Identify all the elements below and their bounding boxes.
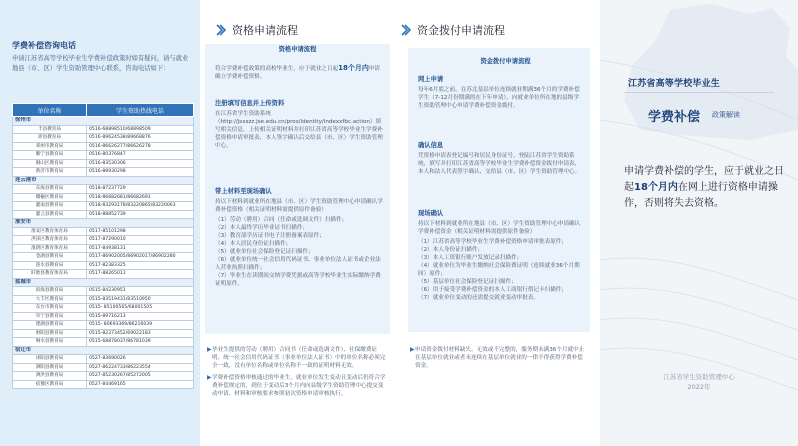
table-header-unit: 单位名称 bbox=[13, 104, 87, 117]
qualification-intro: 符合学费补偿政策的高校毕业生，应于就业之日起18个月内申请确立学费补偿资格。 bbox=[215, 64, 381, 80]
phone-number: 0527-84469165 bbox=[87, 380, 194, 389]
qualification-title: 资格申请流程 bbox=[232, 24, 298, 37]
unit-name: 宿豫区教育局 bbox=[13, 380, 87, 389]
phone-number: 0516-80376847 bbox=[87, 151, 194, 160]
phone-number: 0515-83519431/83510950 bbox=[87, 295, 194, 304]
phone-number: 0517-87290010 bbox=[87, 236, 194, 245]
phone-number: 0518-87237729 bbox=[87, 185, 194, 194]
phone-number: 0517-85101298 bbox=[87, 227, 194, 236]
unit-name: 东海县教育局 bbox=[13, 185, 87, 194]
qualification-notes bbox=[207, 346, 387, 402]
section-site-heading: 现场确认 bbox=[418, 210, 444, 217]
cover-footer-org: 江苏省学生资助管理中心 bbox=[663, 373, 735, 381]
contact-panel bbox=[0, 0, 200, 446]
table-row bbox=[13, 287, 194, 296]
phone-number: 0516-88930298 bbox=[87, 168, 194, 177]
unit-name: 滨海县教育局 bbox=[13, 287, 87, 296]
contact-title: 学费补偿咨询电话 bbox=[12, 41, 76, 50]
unit-name: 洪泽区教育体育局 bbox=[13, 236, 87, 245]
requirement-item: （1）江苏省高等学校毕业生学费补偿资格申请审批表原件； bbox=[418, 239, 567, 245]
unit-name: 东台市教育局 bbox=[13, 304, 87, 313]
unit-name: 泗洪县教育局 bbox=[13, 372, 87, 381]
contact-table bbox=[12, 103, 194, 389]
section-register-body: 在江苏省学生资助系统（http://jsxszz.jse.edu.cn/pros/identity/indexxfbc.action）填写相关信息，上传相关证明材料并打印江苏省高等学校毕业生学费补偿资格申请审批表，本人签字确认后交给县（市、区）学生资助管理中心。 bbox=[215, 111, 383, 149]
phone-number: 0516-89624538/89668876 bbox=[87, 134, 194, 143]
triangle-bullet-icon: ▶ bbox=[410, 346, 415, 353]
city-name: 宿迁市 bbox=[13, 346, 194, 355]
cover-body: 申请学费补偿的学生，应于就业之日 起18个月内在网上进行资格申请操作，否则将失去资格。 bbox=[624, 166, 784, 209]
phone-number: 0517-84938131 bbox=[87, 244, 194, 253]
table-header-phone: 学生资助热线电话 bbox=[87, 104, 194, 117]
unit-name: 泗阳县教育局 bbox=[13, 363, 87, 372]
unit-name: 睢宁县教育局 bbox=[13, 151, 87, 160]
phone-number: 0515-84230951 bbox=[87, 287, 194, 296]
phone-number: 0515- 85100565/68001505 bbox=[87, 304, 194, 313]
requirement-item: （1）劳动（聘用）合同（任命或选调文件）扫描件； bbox=[215, 217, 348, 223]
unit-name: 沛县教育局 bbox=[13, 134, 87, 143]
table-row bbox=[13, 338, 194, 347]
table-row bbox=[13, 261, 194, 270]
city-name: 连云港市 bbox=[13, 176, 194, 185]
table-row bbox=[13, 151, 194, 160]
section-confirm-body: 凭资格申请表登记编号和居民身份证号，登陆江苏省学生资助系统，填写并打印江苏省高等学校毕业生学费补偿资金拨付申请表，本人和法人代表签字确认，交给县（市、区）学生资助管理中心。 bbox=[418, 153, 581, 175]
unit-name: 金湖县教育局 bbox=[13, 253, 87, 262]
contact-intro: 申请江苏省高等学校毕业生学费补偿政策时如有疑问，请与就业地县（市、区）学生资助管理中心联系，咨询电话如下： bbox=[12, 55, 189, 72]
unit-name: 淮阴区教育体育局 bbox=[13, 244, 87, 253]
table-row bbox=[13, 142, 194, 151]
note-item bbox=[207, 346, 387, 370]
table-city-row bbox=[13, 117, 194, 126]
requirement-item: （7）就业单位变动的还需提交就业变动审批表。 bbox=[418, 295, 540, 301]
table-row bbox=[13, 295, 194, 304]
table-row bbox=[13, 312, 194, 321]
requirement-item: （5）基层单位社会保险登记证扫描件； bbox=[418, 279, 517, 285]
requirement-item: （2）本人身份证扫描件； bbox=[418, 247, 484, 253]
qualification-title-row bbox=[215, 22, 298, 38]
table-row bbox=[13, 125, 194, 134]
disbursement-title: 资金拨付申请流程 bbox=[417, 24, 505, 37]
section-onsite-heading: 带上材料至现场确认 bbox=[215, 188, 272, 195]
unit-name: 邳州市教育局 bbox=[13, 142, 87, 151]
table-row bbox=[13, 227, 194, 236]
unit-name: 沭阳县教育局 bbox=[13, 355, 87, 364]
unit-name: 淮安区教育体育局 bbox=[13, 227, 87, 236]
table-row bbox=[13, 202, 194, 211]
phone-number: 0518-86682681/86682691 bbox=[87, 193, 194, 202]
city-name: 徐州市 bbox=[13, 117, 194, 126]
unit-name: 涟水县教育局 bbox=[13, 261, 87, 270]
phone-number: 0515-82373452/69022183 bbox=[87, 329, 194, 338]
phone-number: 0518-88852739 bbox=[87, 210, 194, 219]
table-row bbox=[13, 363, 194, 372]
disbursement-label: 资金拨付申请流程 bbox=[480, 58, 531, 65]
table-row bbox=[13, 329, 194, 338]
table-row bbox=[13, 159, 194, 168]
table-row bbox=[13, 185, 194, 194]
table-city-row bbox=[13, 278, 194, 287]
phone-number: 0527-83690026 bbox=[87, 355, 194, 364]
table-row bbox=[13, 380, 194, 389]
triangle-bullet-icon: ▶ bbox=[207, 374, 212, 381]
disbursement-notes bbox=[410, 346, 588, 374]
table-row bbox=[13, 372, 194, 381]
qualification-label: 资格申请流程 bbox=[278, 46, 317, 53]
table-row bbox=[13, 210, 194, 219]
phone-number: 0516-68898510/68898509 bbox=[87, 125, 194, 134]
table-row bbox=[13, 134, 194, 143]
disbursement-title-row bbox=[400, 22, 505, 38]
requirement-item: （2）本人最终学历毕业证书扫描件； bbox=[215, 225, 309, 231]
phone-number: 0527-86224733/86223554 bbox=[87, 363, 194, 372]
unit-name: 建湖县教育局 bbox=[13, 321, 87, 330]
unit-name: 阜宁县教育局 bbox=[13, 312, 87, 321]
disbursement-panel bbox=[400, 0, 590, 446]
table-row bbox=[13, 236, 194, 245]
section-site-body: 持以下材料到就业所在地县（市、区）学生资助管理中心申请确认学费补偿资金（相关证明材料需提供原件备验） （1）江苏省高等学校毕业生学费补偿资格申请审批表原件； （2）本人身份证扫描件； （3）本人工资银行账户发放记录扫描件； （4）就业单位为毕业生缴纳社会保险费证明（连续就业36个月期间）原件； （5）基层单位社会保险登记证扫描件； （6）用于接受学费补偿资金的本人工商银行借记卡扫描件； （7）就业单位变动的还需提交就业变动审批表。 bbox=[418, 220, 584, 302]
table-row bbox=[13, 168, 194, 177]
phone-number: 0517-88265011 bbox=[87, 270, 194, 279]
table-city-row bbox=[13, 346, 194, 355]
requirement-item: （7）毕业生在读期间交纳学费凭据或高等学校毕业生实际缴纳学费证明原件。 bbox=[215, 273, 381, 287]
chevron-right-icon bbox=[215, 24, 227, 36]
table-row bbox=[13, 253, 194, 262]
phone-number: 0515- 80693369/86216039 bbox=[87, 321, 194, 330]
phone-number: 0517-86902005/86902017/86902280 bbox=[87, 253, 194, 262]
table-row bbox=[13, 304, 194, 313]
table-row bbox=[13, 355, 194, 364]
table-city-row bbox=[13, 219, 194, 228]
city-name: 盐城市 bbox=[13, 278, 194, 287]
note-text: 学费补偿资格审核通过的毕业生，就业单位发生变动且变动后仍符合学费补偿规定的，到位于变动后3个月内向县级学生资助管理中心提交变动申请。材料和审核要求参照初次资格申请审核执行。 bbox=[212, 375, 386, 397]
requirement-item: （4）就业单位为毕业生缴纳社会保险费证明（连续就业36个月期间）原件； bbox=[418, 263, 580, 277]
city-name: 淮安市 bbox=[13, 219, 194, 228]
phone-number: 0516-83530306 bbox=[87, 159, 194, 168]
requirement-item: （4）本人居民身份证扫描件； bbox=[215, 241, 292, 247]
note-text: 毕业生提供的劳动（聘用）合同书（任命或选调文件）、社保缴费证明、统一社会信用代码证书（事业单位法人证书）中的单位名称必须完全一致，没有单位名称或单位名称不一致的证明材料无效。 bbox=[212, 347, 386, 369]
cover-title-sub: 政策解读 bbox=[712, 111, 740, 119]
note-text: 申请资金拨付材料缺失、无效或不完整的，服务期未满36个月就中止在基层单位就业或者未连续在基层单位就业的一律不得获得学费补偿资金。 bbox=[415, 347, 585, 369]
unit-name: 丰县教育局 bbox=[13, 125, 87, 134]
table-city-row bbox=[13, 176, 194, 185]
phone-number: 0517-82383325 bbox=[87, 261, 194, 270]
requirement-item: （5）就业单位社会保险登记证扫描件； bbox=[215, 249, 314, 255]
note-item bbox=[207, 374, 387, 398]
unit-name: 赣榆区教育局 bbox=[13, 193, 87, 202]
section-onsite-body: 持以下材料到就业所在地县（市、区）学生资助管理中心申请确认学费补偿资格（相关证明材料需提供原件备验） （1）劳动（聘用）合同（任命或选调文件）扫描件； （2）本人最终学历毕业证书扫描件； （3）教育部学历证书电子注册备案表原件； （4）本人居民身份证扫描件； （5）就业单位社会保险登记证扫描件； （6）就业单位统一社会信用代码证书、事业单位法人证书或企业法人营业执照扫描件； （7）毕业生在读期间交纳学费凭据或高等学校毕业生实际缴纳学费证明原件。 bbox=[215, 199, 383, 287]
requirement-item: （6）用于接受学费补偿资金的本人工商银行借记卡扫描件； bbox=[418, 287, 567, 293]
section-online-heading: 网上申请 bbox=[418, 76, 444, 83]
section-register-heading: 注册填写信息并上传资料 bbox=[215, 100, 285, 107]
note-item bbox=[410, 346, 588, 370]
requirement-item: （6）就业单位统一社会信用代码证书、事业单位法人证书或企业法人营业执照扫描件； bbox=[215, 257, 381, 271]
disbursement-box bbox=[408, 48, 590, 332]
unit-name: 新沂市教育局 bbox=[13, 168, 87, 177]
cover-title-main: 学费补偿 bbox=[648, 110, 701, 125]
phone-number: 0518-83293178/83220865/83220063 bbox=[87, 202, 194, 211]
phone-number: 0516-86626277/86626278 bbox=[87, 142, 194, 151]
table-row bbox=[13, 193, 194, 202]
qualification-panel bbox=[205, 0, 390, 446]
triangle-bullet-icon: ▶ bbox=[207, 346, 212, 353]
unit-name: 铜山区教育局 bbox=[13, 159, 87, 168]
unit-name: 灌云县教育局 bbox=[13, 210, 87, 219]
table-row bbox=[13, 270, 194, 279]
phone-number: 0515-89716213 bbox=[87, 312, 194, 321]
qualification-box bbox=[205, 44, 390, 334]
table-row bbox=[13, 321, 194, 330]
phone-number: 0515-68878037/86781039 bbox=[87, 338, 194, 347]
section-confirm-heading: 确认信息 bbox=[418, 142, 444, 149]
unit-name: 射阳县教育局 bbox=[13, 329, 87, 338]
unit-name: 灌南县教育局 bbox=[13, 202, 87, 211]
requirement-item: （3）教育部学历证书电子注册备案表原件； bbox=[215, 233, 325, 239]
requirement-item: （3）本人工资银行账户发放记录扫描件； bbox=[418, 255, 523, 261]
section-online-body: 每年6月底之前，在苏北基层单位连续就业期满36个月的学费补偿学生（7-12月份期满的在下年申请），向就业单位所在地的县级学生资助管理中心申请学费补偿资金拨付。 bbox=[418, 87, 580, 109]
table-row bbox=[13, 244, 194, 253]
unit-name: 大丰区教育局 bbox=[13, 295, 87, 304]
unit-name: 盱眙县教育体育局 bbox=[13, 270, 87, 279]
phone-number: 0527-85230267/85272005 bbox=[87, 372, 194, 381]
cover-title-line1: 江苏省高等学校毕业生 bbox=[628, 79, 721, 89]
cover-panel bbox=[600, 0, 798, 446]
unit-name: 响水县教育局 bbox=[13, 338, 87, 347]
cover-footer-year: 2022年 bbox=[687, 383, 711, 391]
chevron-right-icon bbox=[400, 24, 412, 36]
